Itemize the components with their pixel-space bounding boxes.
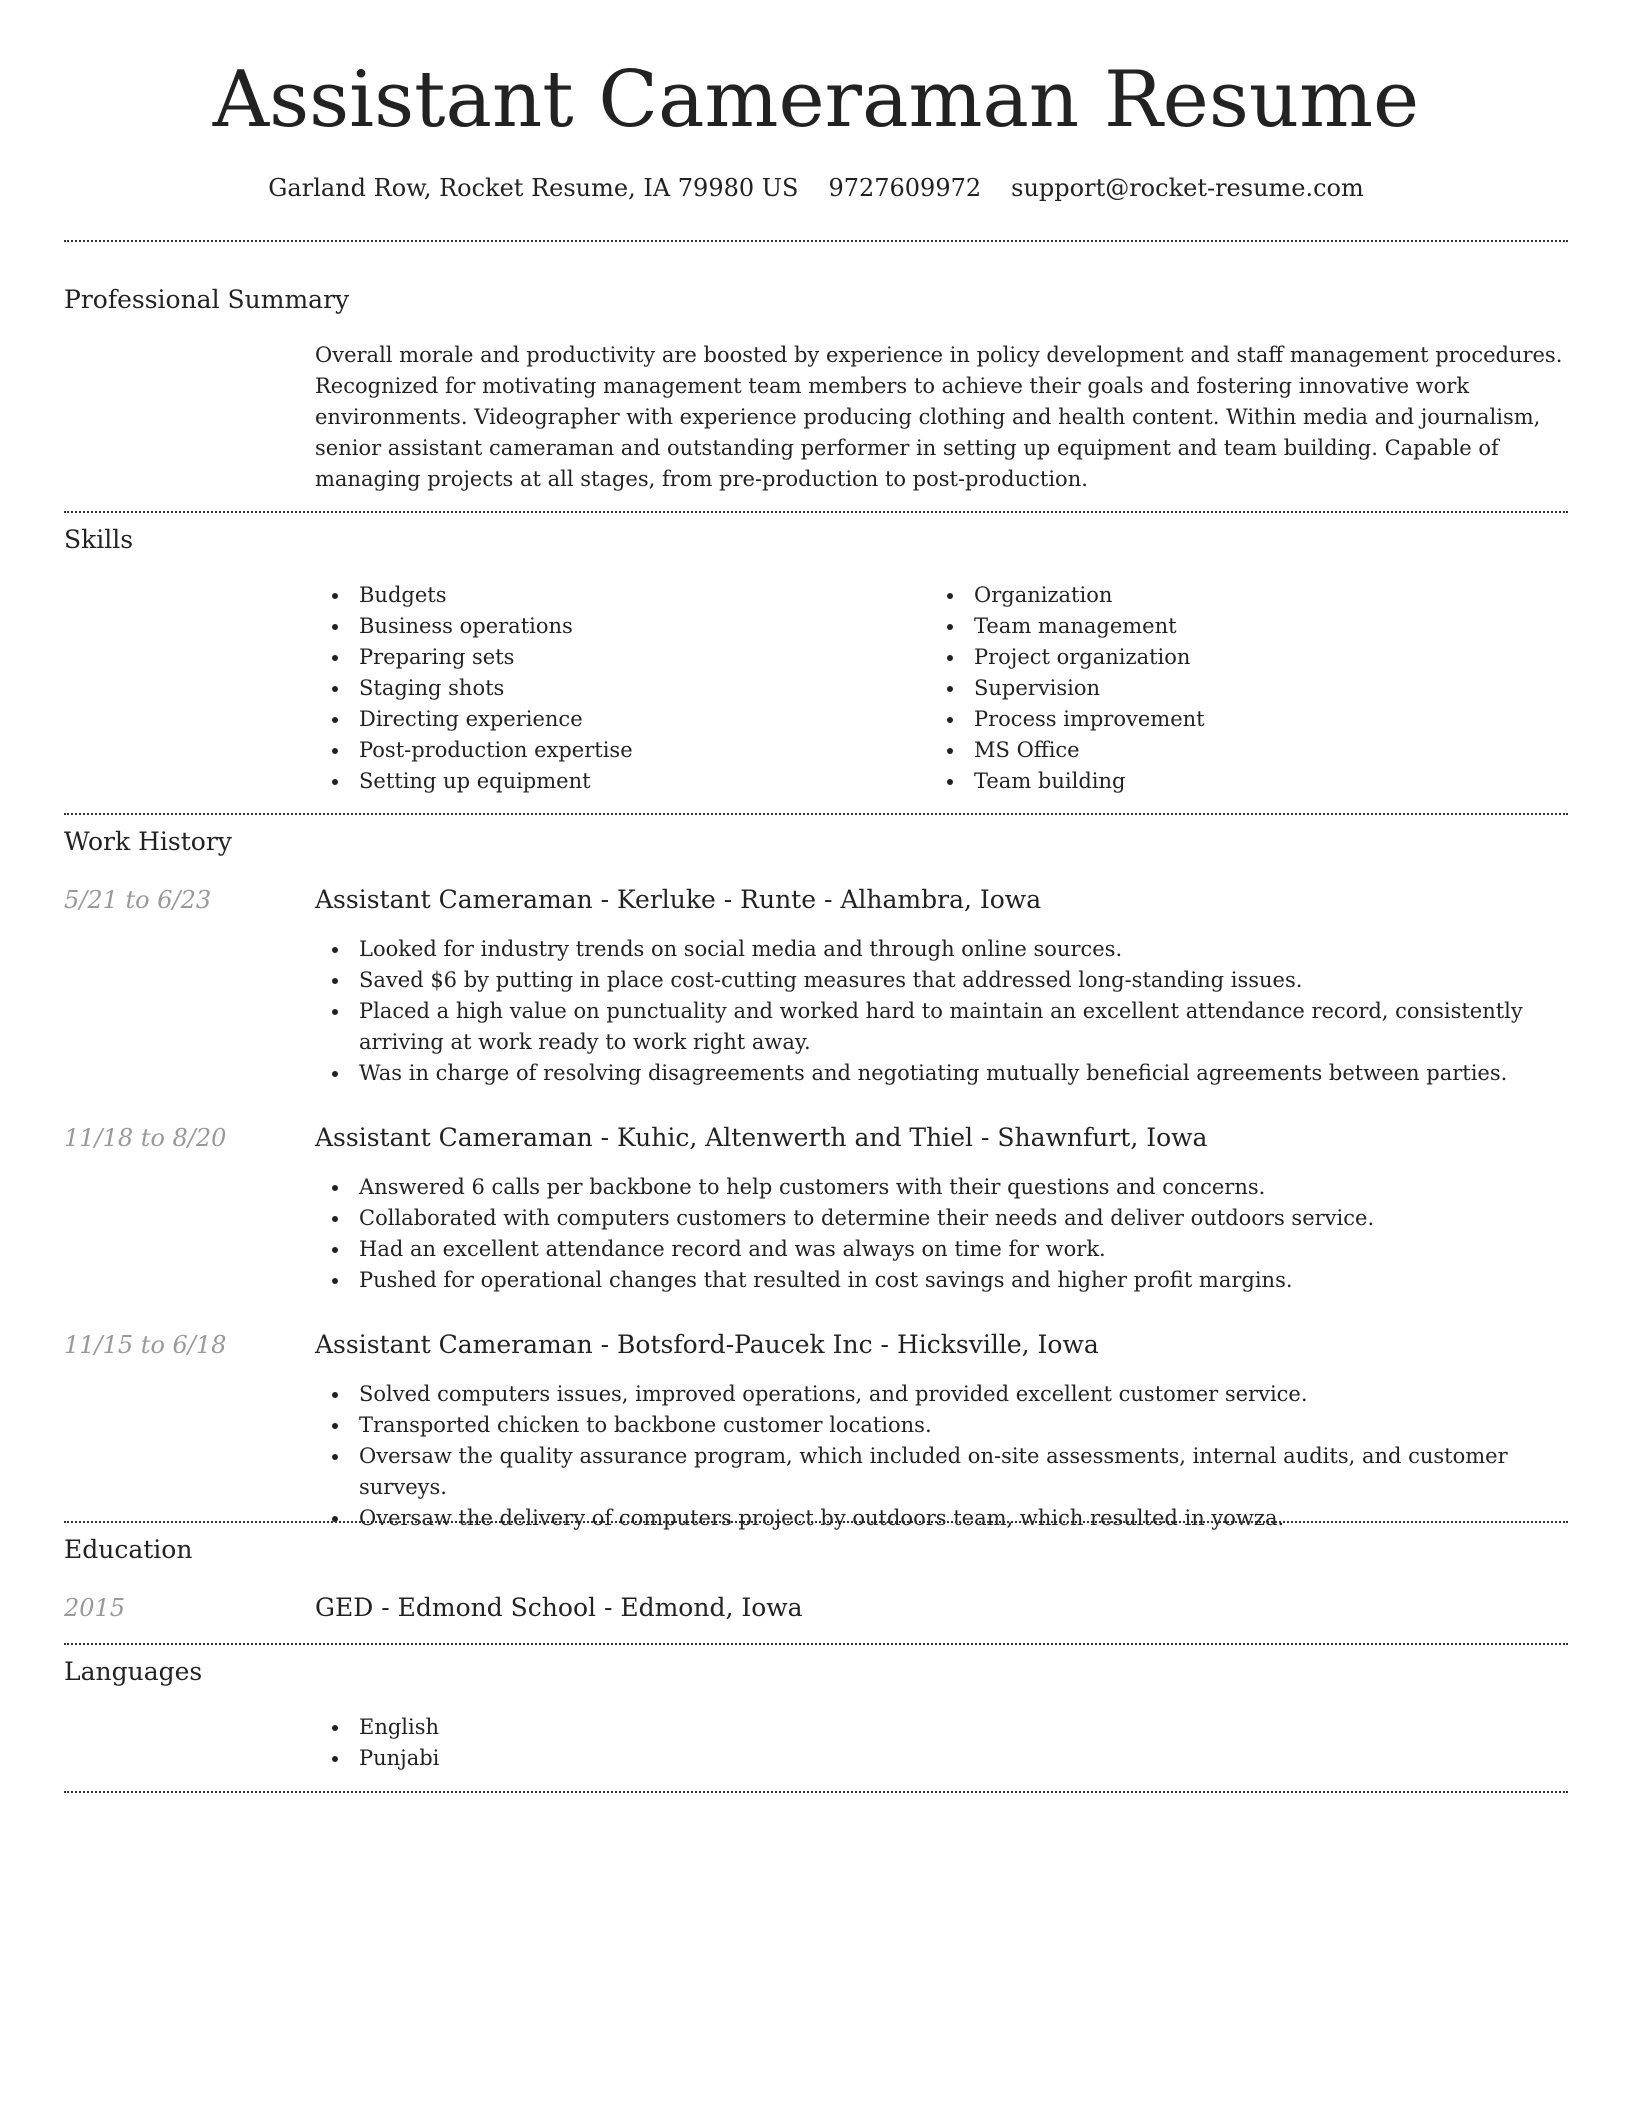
resume-title: Assistant Cameraman Resume — [212, 55, 1420, 145]
divider — [64, 511, 1568, 513]
list-item: Pushed for operational changes that resulted in cost savings and higher profit margins. — [315, 1265, 1571, 1296]
list-item: Solved computers issues, improved operations, and provided excellent customer service. — [315, 1379, 1571, 1410]
list-item: Business operations — [315, 611, 915, 642]
list-item: MS Office — [930, 735, 1530, 766]
job-dates: 11/18 to 8/20 — [64, 1124, 227, 1152]
list-item: Project organization — [930, 642, 1530, 673]
list-item: Team building — [930, 766, 1530, 797]
divider — [64, 1643, 1568, 1645]
languages-heading: Languages — [64, 1657, 203, 1686]
contact-line — [64, 170, 1568, 206]
summary-heading: Professional Summary — [64, 285, 350, 314]
divider — [64, 240, 1568, 242]
list-item: Post-production expertise — [315, 735, 915, 766]
list-item: Had an excellent attendance record and was always on time for work. — [315, 1234, 1571, 1265]
education-entry: GED - Edmond School - Edmond, Iowa — [315, 1593, 803, 1622]
list-item: Answered 6 calls per backbone to help customers with their questions and concerns. — [315, 1172, 1571, 1203]
list-item: Team management — [930, 611, 1530, 642]
job-title: Assistant Cameraman - Kuhic, Altenwerth and Thiel - Shawnfurt, Iowa — [315, 1123, 1208, 1152]
job-title: Assistant Cameraman - Kerluke - Runte - Alhambra, Iowa — [315, 885, 1042, 914]
list-item: Placed a high value on punctuality and worked hard to maintain an excellent attendance record, consistently arriving at work ready to work right away. — [315, 996, 1571, 1058]
list-item: Process improvement — [930, 704, 1530, 735]
work-heading: Work History — [64, 827, 232, 856]
skills-list-right — [930, 580, 1530, 797]
list-item: Collaborated with computers customers to determine their needs and deliver outdoors service. — [315, 1203, 1571, 1234]
list-item: Oversaw the delivery of computers project by outdoors team, which resulted in yowza. — [315, 1503, 1571, 1534]
list-item: Budgets — [315, 580, 915, 611]
list-item: Was in charge of resolving disagreements and negotiating mutually beneficial agreements between parties. — [315, 1058, 1571, 1089]
contact-address: Garland Row, Rocket Resume, IA 79980 US — [268, 174, 799, 202]
list-item: Oversaw the quality assurance program, which included on-site assessments, internal audits, and customer surveys. — [315, 1441, 1571, 1503]
list-item: English — [315, 1712, 915, 1743]
contact-email: support@rocket-resume.com — [1011, 174, 1364, 202]
job-title: Assistant Cameraman - Botsford-Paucek Inc - Hicksville, Iowa — [315, 1330, 1099, 1359]
job-bullets — [315, 1379, 1571, 1534]
list-item: Punjabi — [315, 1743, 915, 1774]
job-bullets — [315, 1172, 1571, 1296]
list-item: Supervision — [930, 673, 1530, 704]
summary-text: Overall morale and productivity are boosted by experience in policy development and staff management procedures. Recognized for motivating management team members to achieve their goals and fostering innovative work environments. Videographer with experience producing clothing and health content. Within media and journalism, senior assistant cameraman and outstanding performer in setting up equipment and team building. Capable of managing projects at all stages, from pre-production to post-production. — [315, 343, 1563, 491]
job-bullets — [315, 934, 1571, 1089]
list-item: Staging shots — [315, 673, 915, 704]
list-item: Preparing sets — [315, 642, 915, 673]
list-item: Setting up equipment — [315, 766, 915, 797]
languages-list — [315, 1712, 915, 1774]
job-dates: 5/21 to 6/23 — [64, 886, 212, 914]
job-dates: 11/15 to 6/18 — [64, 1331, 227, 1359]
list-item: Organization — [930, 580, 1530, 611]
divider — [64, 1791, 1568, 1793]
list-item: Directing experience — [315, 704, 915, 735]
skills-heading: Skills — [64, 525, 134, 554]
skills-list-left — [315, 580, 915, 797]
list-item: Saved $6 by putting in place cost-cutting measures that addressed long-standing issues. — [315, 965, 1571, 996]
list-item: Looked for industry trends on social media and through online sources. — [315, 934, 1571, 965]
divider — [64, 813, 1568, 815]
education-heading: Education — [64, 1535, 193, 1564]
divider — [64, 1521, 1568, 1523]
contact-phone: 9727609972 — [828, 174, 982, 202]
list-item: Transported chicken to backbone customer locations. — [315, 1410, 1571, 1441]
education-year: 2015 — [64, 1594, 126, 1622]
